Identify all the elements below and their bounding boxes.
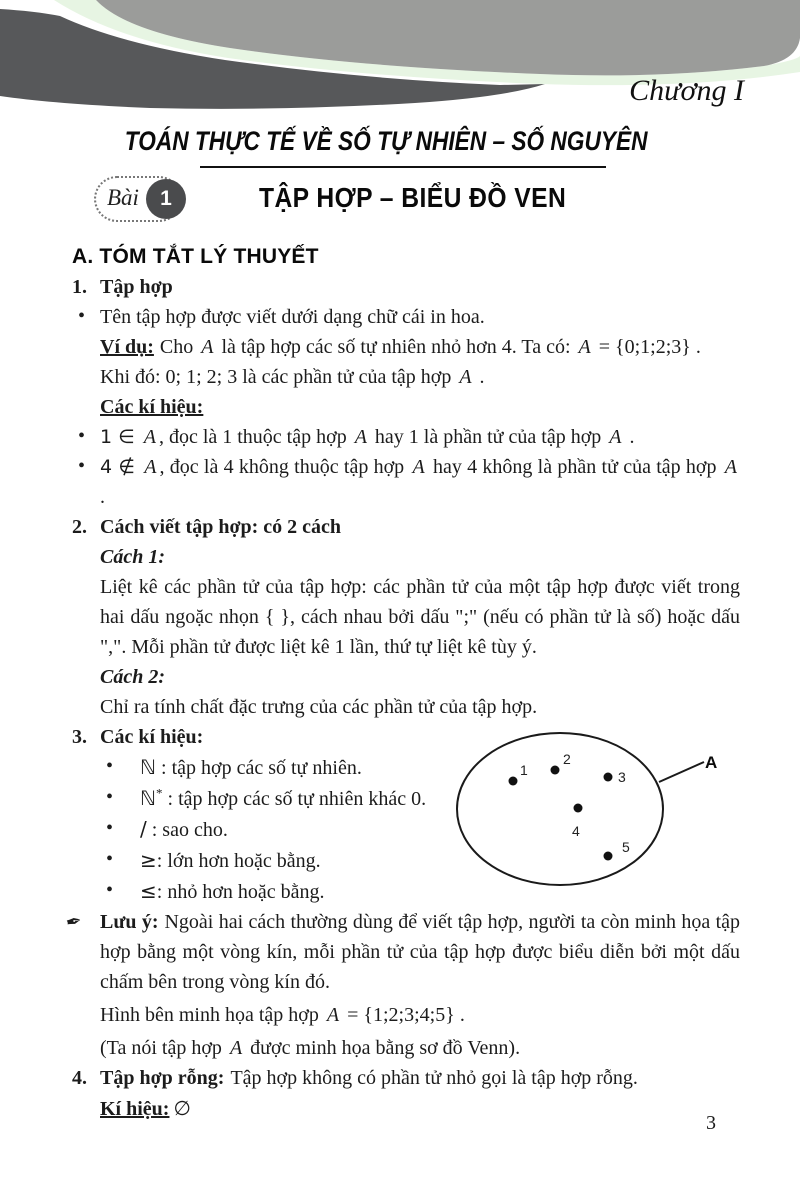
- lesson-badge-label: Bài: [107, 185, 139, 210]
- figure-caption-line: [72, 1000, 740, 1030]
- venn-pointer-line: [659, 762, 704, 782]
- item-4-heading: [72, 1063, 740, 1093]
- bullet-icon: •: [78, 455, 86, 477]
- venn-ellipse: [457, 733, 663, 885]
- text-run: Tập hợp không có phần tử nhỏ gọi là tập hợp rỗng.: [230, 1067, 638, 1089]
- item-title: Các kí hiệu:: [100, 726, 204, 748]
- section-a-heading: A. TÓM TẮT LÝ THUYẾT: [72, 245, 319, 268]
- chapter-title-underline: [200, 166, 606, 168]
- math-run: = {0;1;2;3} .: [593, 336, 701, 358]
- text-run: , đọc là 4 không thuộc tập hợp: [159, 456, 410, 478]
- cach2-label: Cách 2:: [100, 666, 165, 688]
- text-run: Cho: [159, 336, 199, 358]
- set-name-A: A: [229, 1037, 243, 1059]
- math-symbol: /: [140, 817, 147, 841]
- element-in-line: [72, 422, 740, 452]
- set-name-A: A: [459, 366, 472, 388]
- venn-dot: [509, 777, 518, 786]
- item-title: Tập hợp rỗng:: [100, 1067, 225, 1089]
- venn-dot: [574, 804, 583, 813]
- item-number: 3.: [72, 726, 87, 748]
- bullet-icon: •: [106, 817, 114, 839]
- math-run: 4 ∉: [100, 456, 142, 478]
- item-number: 2.: [72, 516, 87, 538]
- pen-nib-icon: ✒: [63, 909, 85, 935]
- set-name-A: A: [144, 456, 157, 478]
- empty-set-icon: ∅: [173, 1096, 191, 1120]
- note-paragraph: [63, 907, 740, 997]
- math-symbol: ≥: [140, 848, 157, 872]
- item-number: 1.: [72, 276, 87, 298]
- set-name-A: A: [724, 456, 738, 478]
- venn-point-label: 2: [563, 751, 571, 767]
- page-number: 3: [706, 1112, 716, 1134]
- venn-point-label: 5: [622, 839, 630, 855]
- text-run: .: [474, 366, 485, 388]
- bullet-line: [72, 302, 740, 332]
- text-run: Khi đó: 0; 1; 2; 3 là các phần tử của tập hợp: [100, 366, 457, 388]
- example-line: [72, 332, 740, 362]
- bullet-icon: •: [78, 305, 86, 327]
- cach1-paragraph: Liệt kê các phần tử của tập hợp: các phần tử của một tập hợp được viết trong hai dấu ngoặc nhọn { }, cách nhau bởi dấu ";" (nếu có phần tử là số) hoặc dấu ",". Mỗi phần tử được liệt kê 1 lần, thứ tự liệt kê tùy ý.: [100, 576, 740, 658]
- lesson-title: TẬP HỢP – BIỂU ĐỒ VEN: [259, 182, 567, 213]
- text-run: hay 1 là phần tử của tập hợp: [369, 426, 607, 448]
- empty-set-line: [72, 1093, 740, 1124]
- chapter-label: Chương I: [629, 74, 744, 107]
- kyhieu-heading: [72, 392, 740, 422]
- venn-point-label: 3: [618, 769, 626, 785]
- symbol-sup: *: [156, 785, 163, 801]
- math-run: 1 ∈: [100, 426, 141, 448]
- cach1-label: Cách 1:: [100, 546, 165, 568]
- math-symbol: ≤: [140, 879, 157, 903]
- kihieu-label: Kí hiệu:: [100, 1098, 170, 1120]
- text-run: được minh họa bằng sơ đồ Venn).: [245, 1037, 521, 1059]
- example-label: Ví dụ:: [100, 336, 154, 358]
- symbol-text: : tập hợp các số tự nhiên khác 0.: [162, 788, 427, 810]
- text-run: Tên tập hợp được viết dưới dạng chữ cái in hoa.: [100, 306, 485, 328]
- chapter-title-row: [0, 126, 772, 157]
- set-name-A: A: [326, 1004, 340, 1026]
- cach1-label-line: [72, 542, 740, 572]
- venn-dot: [604, 852, 613, 861]
- symbol-text: : nhỏ hơn hoặc bằng.: [156, 881, 325, 903]
- text-run: .: [624, 426, 635, 448]
- lesson-number-circle: 1: [146, 179, 186, 219]
- set-name-A: A: [578, 336, 591, 358]
- venn-dot: [604, 773, 613, 782]
- lesson-title-row: [26, 182, 800, 214]
- text-run: , đọc là 1 thuộc tập hợp: [158, 426, 352, 448]
- cach2-label-line: [72, 662, 740, 692]
- venn-point-label: 1: [520, 762, 528, 778]
- item-1-heading: [72, 272, 740, 302]
- set-name-A: A: [412, 456, 425, 478]
- venn-note-line: [72, 1033, 740, 1063]
- note-label: Lưu ý:: [100, 911, 159, 933]
- venn-dot: [551, 766, 560, 775]
- chapter-title: TOÁN THỰC TẾ VỀ SỐ TỰ NHIÊN – SỐ NGUYÊN: [124, 126, 648, 156]
- text-run: là tập hợp các số tự nhiên nhỏ hơn 4. Ta có:: [216, 336, 576, 358]
- symbol-text: : sao cho.: [146, 819, 228, 841]
- venn-set-label: A: [705, 753, 718, 772]
- khido-line: [72, 362, 740, 392]
- set-name-A: A: [354, 426, 367, 448]
- item-2-heading: [72, 512, 740, 542]
- math-symbol: ℕ: [140, 755, 157, 779]
- theory-content: [63, 242, 740, 1124]
- text-run: Hình bên minh họa tập hợp: [100, 1004, 324, 1026]
- bullet-icon: •: [106, 848, 114, 870]
- text-run: (Ta nói tập hợp: [100, 1037, 227, 1059]
- math-symbol: ℕ: [140, 786, 157, 810]
- item-title: Cách viết tập hợp: có 2 cách: [100, 516, 342, 538]
- math-run: = {1;2;3;4;5} .: [342, 1004, 465, 1026]
- bullet-icon: •: [106, 879, 114, 901]
- kyhieu-label: Các kí hiệu:: [100, 396, 204, 418]
- cach2-paragraph: Chỉ ra tính chất đặc trưng của các phần tử của tập hợp.: [100, 696, 538, 718]
- item-number: 4.: [72, 1067, 87, 1089]
- venn-diagram: [452, 722, 720, 894]
- note-text: Ngoài hai cách thường dùng để viết tập hợp, người ta còn minh họa tập hợp bằng một vòng kín, mỗi phần tử của tập hợp được biểu diễn bởi một dấu chấm bên trong vòng kín đó.: [100, 911, 740, 993]
- symbol-text: : lớn hơn hoặc bằng.: [156, 850, 321, 872]
- element-notin-line: [72, 452, 740, 512]
- set-name-A: A: [143, 426, 156, 448]
- text-run: .: [100, 486, 105, 508]
- symbol-text: : tập hợp các số tự nhiên.: [156, 757, 362, 779]
- text-run: hay 4 không là phần tử của tập hợp: [427, 456, 722, 478]
- set-name-A: A: [609, 426, 622, 448]
- bullet-icon: •: [106, 755, 114, 777]
- item-title: Tập hợp: [100, 276, 173, 298]
- bullet-icon: •: [106, 786, 114, 808]
- bullet-icon: •: [78, 425, 86, 447]
- venn-point-label: 4: [572, 823, 580, 839]
- set-name-A: A: [201, 336, 214, 358]
